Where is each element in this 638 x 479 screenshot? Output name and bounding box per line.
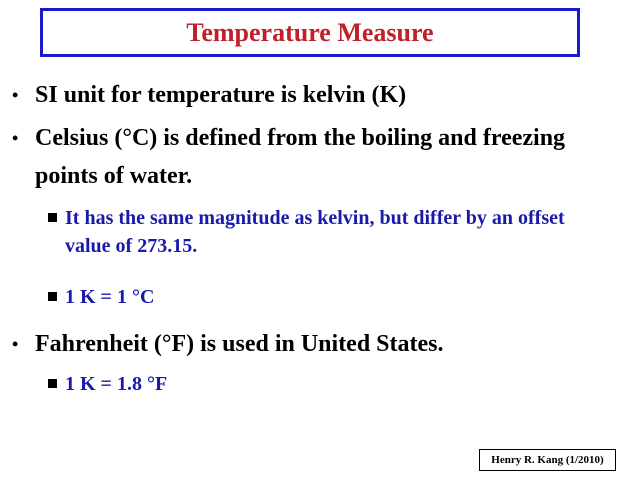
square-bullet-icon xyxy=(48,283,65,311)
title-box xyxy=(40,8,580,57)
sub-bullet-k-equals-c xyxy=(48,283,585,311)
square-bullet-icon xyxy=(48,204,65,232)
bullet-dot-icon: • xyxy=(12,85,19,105)
bullet-dot-icon: • xyxy=(12,334,19,354)
sub-bullet-text: 1 K = 1.8 °F xyxy=(65,373,168,395)
square-bullet-icon xyxy=(48,370,65,398)
footer-credit: Henry R. Kang (1/2010) xyxy=(479,449,616,471)
bullet-dot-icon: • xyxy=(12,128,19,148)
bullet-text: Fahrenheit (°F) is used in United States. xyxy=(35,331,444,357)
sub-bullet-text: It has the same magnitude as kelvin, but differ by an offset value of 273.15. xyxy=(65,207,565,257)
sub-bullet-text: 1 K = 1 °C xyxy=(65,286,155,308)
bullet-fahrenheit xyxy=(12,325,615,363)
bullet-celsius xyxy=(12,119,615,195)
bullet-text: SI unit for temperature is kelvin (K) xyxy=(35,82,407,108)
bullet-text: Celsius (°C) is defined from the boiling and freezing points of water. xyxy=(35,125,566,189)
sub-bullet-magnitude xyxy=(48,204,585,260)
slide-title: Temperature Measure xyxy=(186,17,434,47)
bullet-si-unit xyxy=(12,76,615,114)
sub-bullet-k-equals-f xyxy=(48,370,585,398)
